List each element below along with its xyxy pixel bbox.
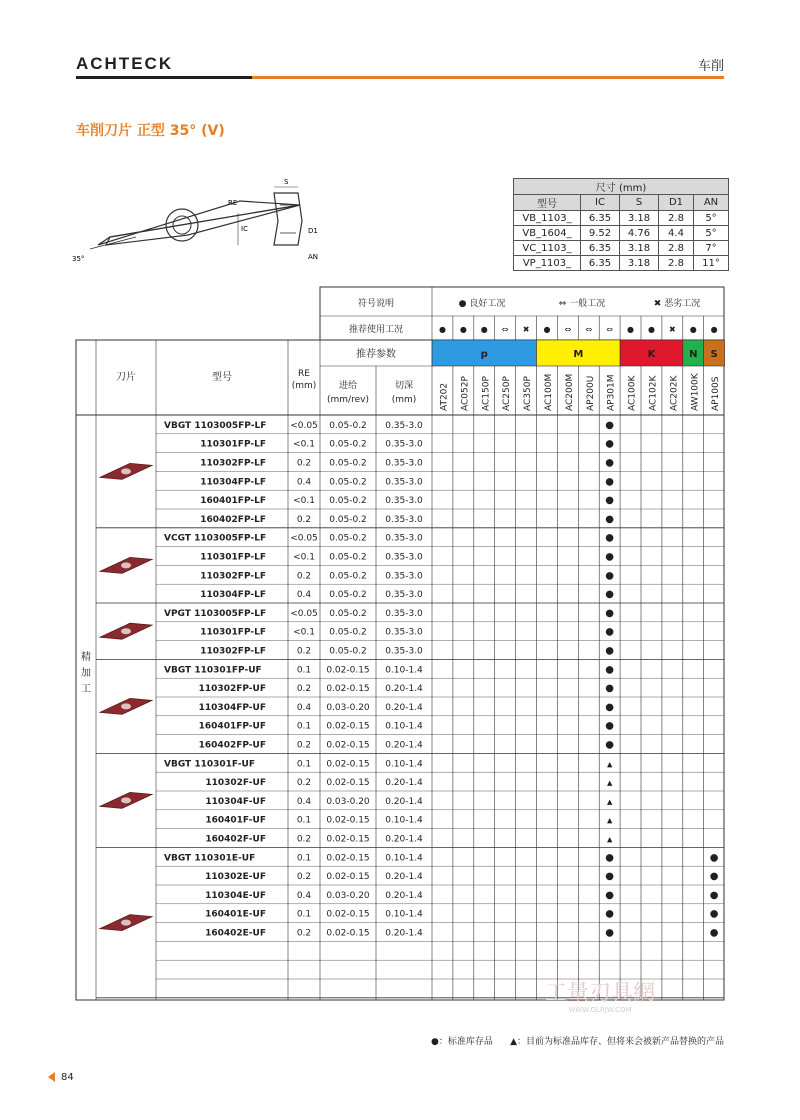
watermark-text: 工量刃具網: [544, 981, 656, 1006]
depth-cell: 0.35-3.0: [385, 646, 423, 657]
grade-mark: ●: [605, 419, 615, 431]
condition-symbol: ⇔: [585, 325, 593, 334]
model-cell: 160402FP-UF: [198, 740, 266, 751]
header-insert: 刀片: [116, 372, 136, 383]
feed-cell: 0.05-0.2: [329, 608, 367, 619]
feed-cell: 0.03-0.20: [326, 702, 370, 713]
depth-cell: 0.10-1.4: [385, 853, 423, 864]
model-cell: 160401FP-UF: [198, 721, 266, 732]
feed-cell: 0.05-0.2: [329, 439, 367, 450]
re-cell: 0.1: [296, 853, 312, 864]
re-cell: 0.2: [296, 514, 312, 525]
legend-normal: ⇔ 一般工况: [558, 299, 606, 309]
re-cell: 0.2: [296, 778, 312, 789]
dims-cell: 3.18: [620, 211, 659, 226]
feed-cell: 0.05-0.2: [329, 627, 367, 638]
legend-bad: ✖ 恶劣工况: [653, 299, 701, 309]
model-cell: 160401FP-LF: [200, 496, 266, 507]
re-cell: 0.1: [296, 665, 312, 676]
condition-symbol: ●: [627, 325, 635, 334]
depth-cell: 0.35-3.0: [385, 571, 423, 582]
grade-mark: ●: [709, 927, 719, 939]
re-cell: <0.1: [293, 627, 315, 638]
material-label-p: p: [480, 349, 488, 360]
material-label-m: M: [573, 349, 584, 360]
model-cell: 110304FP-LF: [200, 590, 266, 601]
legend-stock-text: ：标准库存品: [438, 1037, 493, 1047]
condition-symbol: ●: [480, 325, 488, 334]
feed-cell: 0.05-0.2: [329, 514, 367, 525]
angle-label: 35°: [72, 255, 85, 263]
insert-image-hole: [121, 562, 131, 568]
grade-label: AC052P: [460, 376, 471, 411]
grade-mark: ●: [605, 589, 615, 601]
symbol-header-label: 符号说明: [357, 299, 395, 309]
depth-cell: 0.35-3.0: [385, 627, 423, 638]
header-depth-unit: (mm): [391, 395, 417, 405]
grade-mark: ●: [605, 739, 615, 751]
feed-cell: 0.02-0.15: [326, 778, 370, 789]
grade-label: AC150P: [481, 376, 492, 411]
dims-cell: 2.8: [659, 241, 694, 256]
model-cell: 110304FP-LF: [200, 477, 266, 488]
depth-cell: 0.35-3.0: [385, 477, 423, 488]
re-cell: 0.4: [296, 702, 312, 713]
feed-cell: 0.05-0.2: [329, 477, 367, 488]
feed-cell: 0.02-0.15: [326, 721, 370, 732]
model-cell: 160402E-UF: [205, 928, 266, 939]
dims-cell: VB_1103_: [514, 211, 581, 226]
brand-logo: ACHTECK: [76, 54, 174, 73]
feed-cell: 0.02-0.15: [326, 740, 370, 751]
grade-mark: ●: [605, 457, 615, 469]
grade-mark: ▲: [606, 760, 613, 769]
depth-cell: 0.20-1.4: [385, 740, 423, 751]
header-re-unit: (mm): [291, 381, 317, 391]
grade-label: AC250P: [502, 376, 513, 411]
depth-cell: 0.35-3.0: [385, 439, 423, 450]
depth-cell: 0.35-3.0: [385, 458, 423, 469]
re-cell: <0.05: [290, 420, 318, 431]
depth-cell: 0.35-3.0: [385, 590, 423, 601]
depth-cell: 0.35-3.0: [385, 608, 423, 619]
re-cell: <0.05: [290, 608, 318, 619]
legend-replace-text: ：目前为标准品库存、但将来会被新产品替换的产品: [516, 1037, 724, 1047]
feed-cell: 0.05-0.2: [329, 496, 367, 507]
re-cell: 0.2: [296, 740, 312, 751]
grade-mark: ●: [709, 889, 719, 901]
page-marker-icon: [48, 1072, 55, 1082]
model-cell: VBGT 110301FP-UF: [164, 665, 262, 676]
model-cell: VPGT 1103005FP-LF: [164, 608, 267, 619]
grade-mark: ●: [605, 664, 615, 676]
model-cell: 110304E-UF: [205, 890, 266, 901]
dims-cell: 6.35: [581, 241, 620, 256]
feed-cell: 0.02-0.15: [326, 853, 370, 864]
insert-image-hole: [121, 703, 131, 709]
dims-cell: 4.76: [620, 226, 659, 241]
depth-cell: 0.35-3.0: [385, 514, 423, 525]
re-cell: 0.2: [296, 571, 312, 582]
condition-symbol: ⇔: [606, 325, 614, 334]
grade-mark: ●: [605, 495, 615, 507]
grade-mark: ●: [605, 532, 615, 544]
depth-cell: 0.35-3.0: [385, 420, 423, 431]
s-label: S: [284, 178, 289, 186]
condition-symbol: ●: [438, 325, 446, 334]
grade-label: AW100K: [690, 373, 701, 411]
re-cell: <0.05: [290, 533, 318, 544]
grade-mark: ●: [605, 701, 615, 713]
depth-cell: 0.20-1.4: [385, 834, 423, 845]
model-cell: 160401E-UF: [205, 909, 266, 920]
grade-label: AC102K: [648, 375, 659, 411]
feed-cell: 0.02-0.15: [326, 815, 370, 826]
condition-symbol: ✖: [522, 325, 530, 334]
dims-cell: 5°: [694, 211, 729, 226]
re-cell: 0.1: [296, 815, 312, 826]
model-cell: VBGT 110301E-UF: [164, 853, 256, 864]
re-cell: 0.4: [296, 477, 312, 488]
depth-cell: 0.20-1.4: [385, 796, 423, 807]
depth-cell: 0.10-1.4: [385, 721, 423, 732]
grade-mark: ●: [605, 551, 615, 563]
grade-mark: ●: [605, 852, 615, 864]
depth-cell: 0.20-1.4: [385, 702, 423, 713]
grade-mark: ●: [605, 889, 615, 901]
feed-cell: 0.02-0.15: [326, 834, 370, 845]
grade-mark: ●: [605, 927, 615, 939]
dims-cell: 7°: [694, 241, 729, 256]
category-label: 加: [81, 668, 91, 679]
re-cell: 0.4: [296, 590, 312, 601]
dims-header: D1: [659, 195, 694, 211]
dims-header: 型号: [514, 195, 581, 211]
legend-stock-symbol: ●: [431, 1037, 439, 1047]
re-cell: 0.1: [296, 909, 312, 920]
model-cell: 110302FP-LF: [200, 571, 266, 582]
model-cell: 110302FP-UF: [198, 684, 266, 695]
feed-cell: 0.05-0.2: [329, 533, 367, 544]
depth-cell: 0.20-1.4: [385, 928, 423, 939]
model-cell: 110304FP-UF: [198, 702, 266, 713]
feed-cell: 0.05-0.2: [329, 458, 367, 469]
model-cell: 160401F-UF: [205, 815, 266, 826]
dims-header: IC: [581, 195, 620, 211]
re-cell: <0.1: [293, 439, 315, 450]
feed-cell: 0.02-0.15: [326, 665, 370, 676]
page-number: [48, 1072, 74, 1083]
feed-cell: 0.02-0.15: [326, 872, 370, 883]
depth-cell: 0.35-3.0: [385, 496, 423, 507]
re-cell: 0.2: [296, 646, 312, 657]
legend-replace-symbol: ▲: [510, 1037, 517, 1047]
grade-mark: ●: [605, 607, 615, 619]
depth-cell: 0.10-1.4: [385, 759, 423, 770]
section-label: 车削: [697, 59, 724, 74]
dims-header: AN: [694, 195, 729, 211]
feed-cell: 0.02-0.15: [326, 684, 370, 695]
grade-label: AC100K: [627, 375, 638, 411]
re-cell: <0.1: [293, 552, 315, 563]
grade-mark: ●: [605, 683, 615, 695]
insert-image-hole: [121, 468, 131, 474]
grade-mark: ▲: [606, 835, 613, 844]
dims-caption: 尺寸 (mm): [514, 179, 729, 195]
feed-cell: 0.05-0.2: [329, 552, 367, 563]
feed-cell: 0.02-0.15: [326, 909, 370, 920]
model-cell: 110302FP-LF: [200, 458, 266, 469]
insert-image-hole: [121, 628, 131, 634]
condition-symbol: ⇔: [501, 325, 509, 334]
header-re: RE: [298, 369, 310, 379]
feed-cell: 0.03-0.20: [326, 890, 370, 901]
feed-cell: 0.05-0.2: [329, 420, 367, 431]
watermark-url: WWW.GLRJW.COM: [568, 1006, 632, 1014]
condition-symbol: ●: [710, 325, 718, 334]
page-title: 车削刀片 正型 35° (V): [76, 123, 225, 139]
grade-mark: ●: [605, 645, 615, 657]
grade-mark: ●: [605, 626, 615, 638]
re-cell: 0.1: [296, 721, 312, 732]
condition-symbol: ✖: [668, 325, 676, 334]
dims-cell: 5°: [694, 226, 729, 241]
re-label: RE: [228, 199, 238, 207]
dims-cell: 11°: [694, 256, 729, 271]
category-label: 工: [81, 684, 91, 695]
depth-cell: 0.35-3.0: [385, 533, 423, 544]
insert-image-hole: [121, 797, 131, 803]
condition-symbol: ⇔: [564, 325, 572, 334]
re-cell: 0.2: [296, 458, 312, 469]
dims-cell: 9.52: [581, 226, 620, 241]
model-cell: 160402FP-LF: [200, 514, 266, 525]
dims-cell: 4.4: [659, 226, 694, 241]
dims-cell: 3.18: [620, 256, 659, 271]
header-feed-unit: (mm/rev): [327, 395, 369, 405]
material-label-s: S: [710, 349, 718, 360]
re-cell: 0.2: [296, 928, 312, 939]
legend-good: ● 良好工况: [458, 299, 506, 309]
model-cell: 110302F-UF: [205, 778, 266, 789]
grade-mark: ▲: [606, 816, 613, 825]
dims-cell: 3.18: [620, 241, 659, 256]
legend: [431, 1034, 724, 1047]
condition-symbol: ●: [689, 325, 697, 334]
feed-cell: 0.03-0.20: [326, 796, 370, 807]
grade-mark: ●: [605, 720, 615, 732]
model-cell: VCGT 1103005FP-LF: [164, 533, 267, 544]
grade-label: AP301M: [606, 374, 617, 411]
feed-cell: 0.02-0.15: [326, 928, 370, 939]
header-model: 型号: [212, 372, 232, 383]
dims-cell: 2.8: [659, 256, 694, 271]
grade-mark: ▲: [606, 797, 613, 806]
grade-mark: ●: [709, 908, 719, 920]
re-cell: 0.2: [296, 684, 312, 695]
grade-label: AP200U: [585, 375, 596, 411]
grade-mark: ●: [605, 570, 615, 582]
grade-mark: ●: [605, 476, 615, 488]
dims-cell: VP_1103_: [514, 256, 581, 271]
grade-label: AC200M: [564, 373, 575, 411]
dims-header: S: [620, 195, 659, 211]
model-cell: 110302E-UF: [205, 872, 266, 883]
depth-cell: 0.20-1.4: [385, 890, 423, 901]
re-cell: 0.1: [296, 759, 312, 770]
recommend-label: 推荐使用工况: [348, 325, 404, 335]
feed-cell: 0.05-0.2: [329, 646, 367, 657]
model-cell: VBGT 110301F-UF: [164, 759, 255, 770]
depth-cell: 0.20-1.4: [385, 778, 423, 789]
page-number-text: 84: [61, 1072, 74, 1083]
depth-cell: 0.35-3.0: [385, 552, 423, 563]
re-cell: 0.4: [296, 890, 312, 901]
model-cell: 110301FP-LF: [200, 627, 266, 638]
model-cell: 160402F-UF: [205, 834, 266, 845]
dims-cell: 6.35: [581, 256, 620, 271]
feed-cell: 0.05-0.2: [329, 571, 367, 582]
re-cell: 0.2: [296, 872, 312, 883]
condition-symbol: ●: [459, 325, 467, 334]
feed-cell: 0.05-0.2: [329, 590, 367, 601]
grade-mark: ●: [709, 852, 719, 864]
dims-cell: 6.35: [581, 211, 620, 226]
re-cell: <0.1: [293, 496, 315, 507]
grade-mark: ●: [605, 438, 615, 450]
header-params: 推荐参数: [356, 349, 396, 360]
depth-cell: 0.10-1.4: [385, 815, 423, 826]
an-label: AN: [308, 253, 319, 261]
header-feed: 进给: [338, 381, 358, 391]
condition-symbol: ●: [647, 325, 655, 334]
dims-cell: 2.8: [659, 211, 694, 226]
depth-cell: 0.20-1.4: [385, 684, 423, 695]
category-label: 精: [81, 652, 91, 663]
dims-cell: VB_1604_: [514, 226, 581, 241]
depth-cell: 0.10-1.4: [385, 909, 423, 920]
grade-label: AC100M: [543, 373, 554, 411]
grade-mark: ●: [605, 513, 615, 525]
model-cell: 110302FP-LF: [200, 646, 266, 657]
grade-mark: ●: [605, 908, 615, 920]
grade-label: AP100S: [711, 376, 722, 411]
model-cell: 110304F-UF: [205, 796, 266, 807]
grade-mark: ▲: [606, 779, 613, 788]
grade-label: AC350P: [523, 376, 534, 411]
insert-image-hole: [121, 920, 131, 926]
grade-mark: ●: [605, 871, 615, 883]
model-cell: VBGT 1103005FP-LF: [164, 420, 267, 431]
depth-cell: 0.10-1.4: [385, 665, 423, 676]
depth-cell: 0.20-1.4: [385, 872, 423, 883]
condition-symbol: ●: [543, 325, 551, 334]
grade-mark: ●: [709, 871, 719, 883]
model-cell: 110301FP-LF: [200, 439, 266, 450]
grade-label: AC202K: [669, 375, 680, 411]
re-cell: 0.2: [296, 834, 312, 845]
grade-label: AT202: [439, 382, 450, 411]
ic-label: IC: [241, 225, 248, 233]
dims-cell: VC_1103_: [514, 241, 581, 256]
material-label-k: K: [647, 349, 656, 360]
d1-label: D1: [308, 227, 318, 235]
material-label-n: N: [689, 349, 698, 360]
feed-cell: 0.02-0.15: [326, 759, 370, 770]
re-cell: 0.4: [296, 796, 312, 807]
header-depth: 切深: [394, 381, 414, 391]
model-cell: 110301FP-LF: [200, 552, 266, 563]
